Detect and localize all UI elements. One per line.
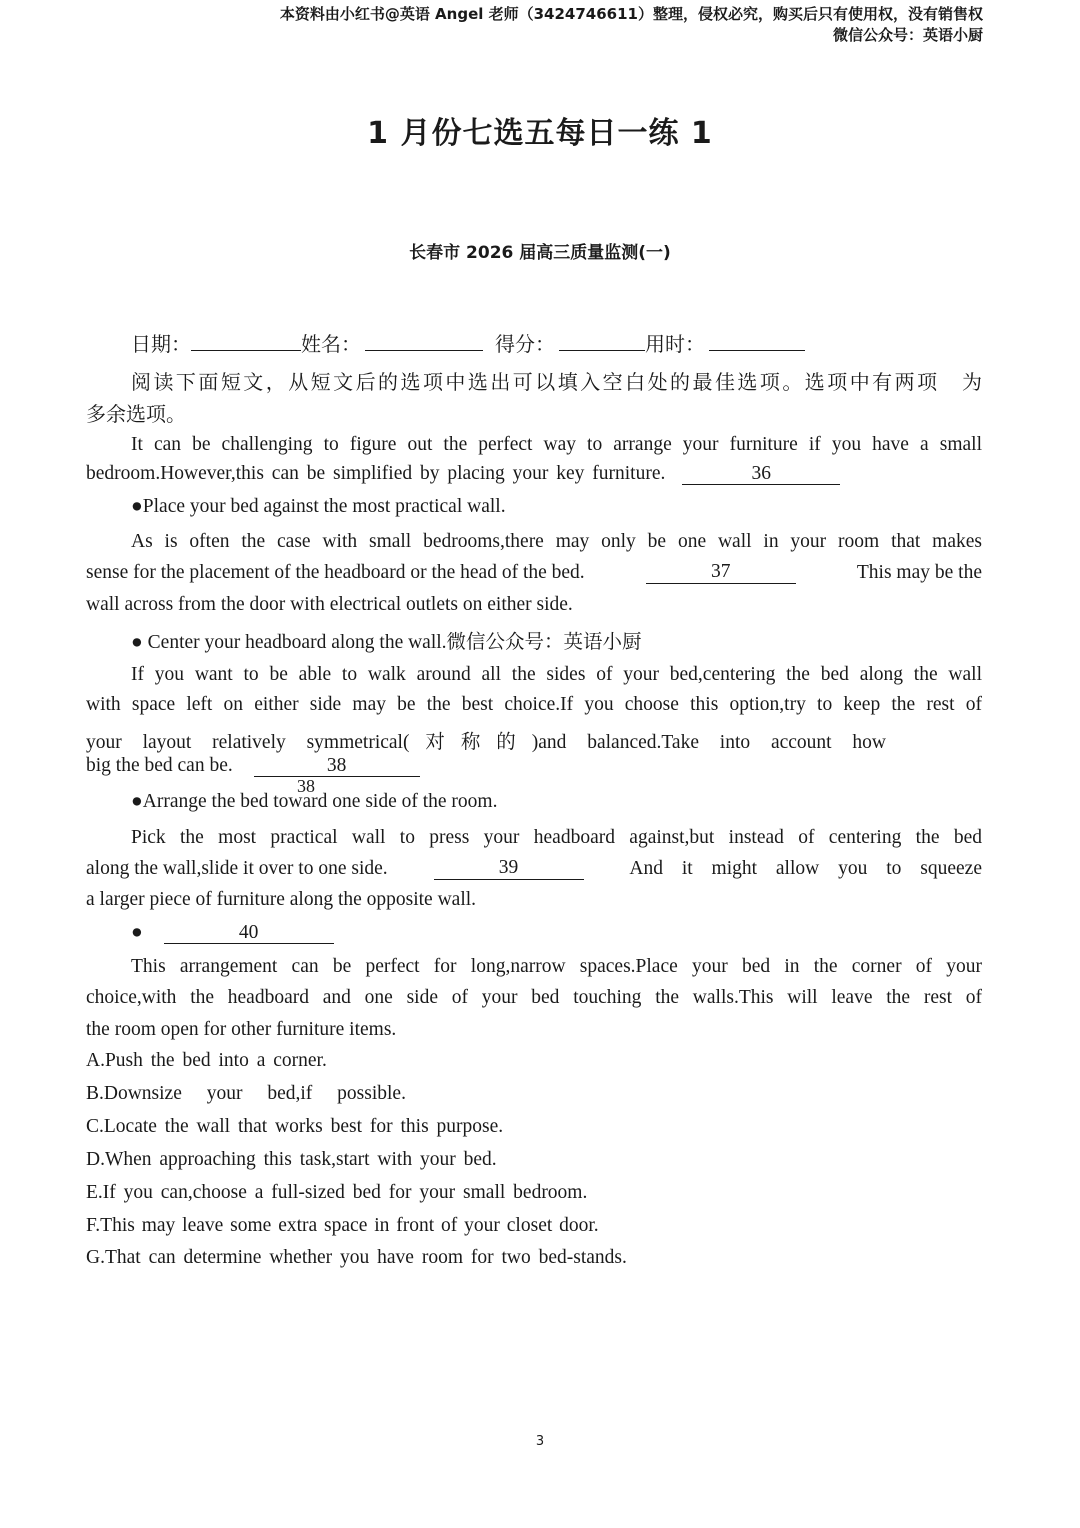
name-field[interactable] xyxy=(365,330,483,351)
p3-line-1: If you want to be able to walk around all the sides of your bed,centering the bed along the wall xyxy=(131,664,982,685)
blank-40[interactable]: 40 xyxy=(164,923,334,944)
instructions-line-2: 多余选项。 xyxy=(86,404,186,426)
p1-line-2-text: bedroom.However,this can be simplified by placing your key furniture. xyxy=(86,463,666,484)
option-b: B.Downsize your bed,if possible. xyxy=(86,1083,406,1104)
blank-36[interactable]: 36 xyxy=(682,464,840,485)
p3-line-4-text: big the bed can be. xyxy=(86,755,233,776)
time-field[interactable] xyxy=(709,330,805,351)
heading-2: ● Center your headboard along the wall.微信公众号：英语小厨 xyxy=(131,632,642,653)
p5-line-1: This arrangement can be perfect for long,narrow spaces.Place your bed in the corner of your xyxy=(131,956,982,977)
option-e: E.If you can,choose a full-sized bed for your small bedroom. xyxy=(86,1182,588,1203)
p4-line-2-text-a: along the wall,slide it over to one side. xyxy=(86,858,388,879)
p5-line-3: the room open for other furniture items. xyxy=(86,1019,397,1040)
p5-line-2: choice,with the headboard and one side of your bed touching the walls.This will leave the rest of xyxy=(86,987,982,1008)
p2-line-1: As is often the case with small bedrooms,there may only be one wall in your room that makes xyxy=(131,531,982,552)
time-label: 用时： xyxy=(645,334,705,356)
p4-line-1: Pick the most practical wall to press your headboard against,but instead of centering the bed xyxy=(131,827,982,848)
p2-line-3: wall across from the door with electrical outlets on either side. xyxy=(86,594,573,615)
name-label: 姓名： xyxy=(301,334,361,356)
blank-38-stray-number: 38 xyxy=(297,776,315,796)
p1-line-1: It can be challenging to figure out the perfect way to arrange your furniture if you have a small xyxy=(131,434,982,455)
heading-4 xyxy=(131,922,982,944)
p4-line-2 xyxy=(86,858,982,880)
p4-line-2-text-b: And it might allow you to squeeze xyxy=(629,858,982,879)
blank-37[interactable]: 37 xyxy=(646,562,796,584)
p1-line-2 xyxy=(86,463,982,485)
score-label: 得分： xyxy=(495,334,555,356)
p2-line-2 xyxy=(86,562,982,584)
p2-line-2-text-a: sense for the placement of the headboard or the head of the bed. xyxy=(86,562,585,583)
p3-line-4 xyxy=(86,755,982,777)
option-c: C.Locate the wall that works best for this purpose. xyxy=(86,1116,504,1137)
instructions-line-1: 阅读下面短文，从短文后的选项中选出可以填入空白处的最佳选项。选项中有两项 为 xyxy=(131,372,982,394)
p4-line-3: a larger piece of furniture along the opposite wall. xyxy=(86,889,477,910)
exam-subtitle: 长春市 2026 届高三质量监测(一) xyxy=(409,243,671,263)
option-a: A.Push the bed into a corner. xyxy=(86,1050,327,1071)
option-d: D.When approaching this task,start with your bed. xyxy=(86,1149,497,1170)
page-title: 1 月份七选五每日一练 1 xyxy=(367,116,713,151)
option-f: F.This may leave some extra space in front of your closet door. xyxy=(86,1215,599,1236)
date-label: 日期： xyxy=(131,334,191,356)
copyright-header xyxy=(280,4,983,46)
heading-1: ●Place your bed against the most practical wall. xyxy=(131,496,506,517)
heading-3: ●Arrange the bed toward one side of the room. xyxy=(131,791,498,812)
wechat-line: 微信公众号：英语小厨 xyxy=(832,26,983,44)
blank-38[interactable]: 38 xyxy=(254,756,420,777)
heading-4-bullet: ● xyxy=(131,922,143,943)
score-field[interactable] xyxy=(559,330,645,351)
page-number: 3 xyxy=(535,1434,545,1449)
option-g: G.That can determine whether you have room for two bed-stands. xyxy=(86,1247,627,1268)
info-line xyxy=(131,328,1027,357)
blank-39[interactable]: 39 xyxy=(434,858,584,880)
p3-line-2: with space left on either side may be the best choice.If you choose this option,try to keep the rest of xyxy=(86,694,982,715)
p3-line-3: your layout relatively symmetrical(对称的)and balanced.Take into account how xyxy=(86,732,886,753)
p2-line-2-text-b: This may be the xyxy=(856,562,982,583)
date-field[interactable] xyxy=(191,330,301,351)
copyright-line: 本资料由小红书@英语 Angel 老师（3424746611）整理，侵权必究，购买后只有使用权，没有销售权 xyxy=(279,5,983,23)
